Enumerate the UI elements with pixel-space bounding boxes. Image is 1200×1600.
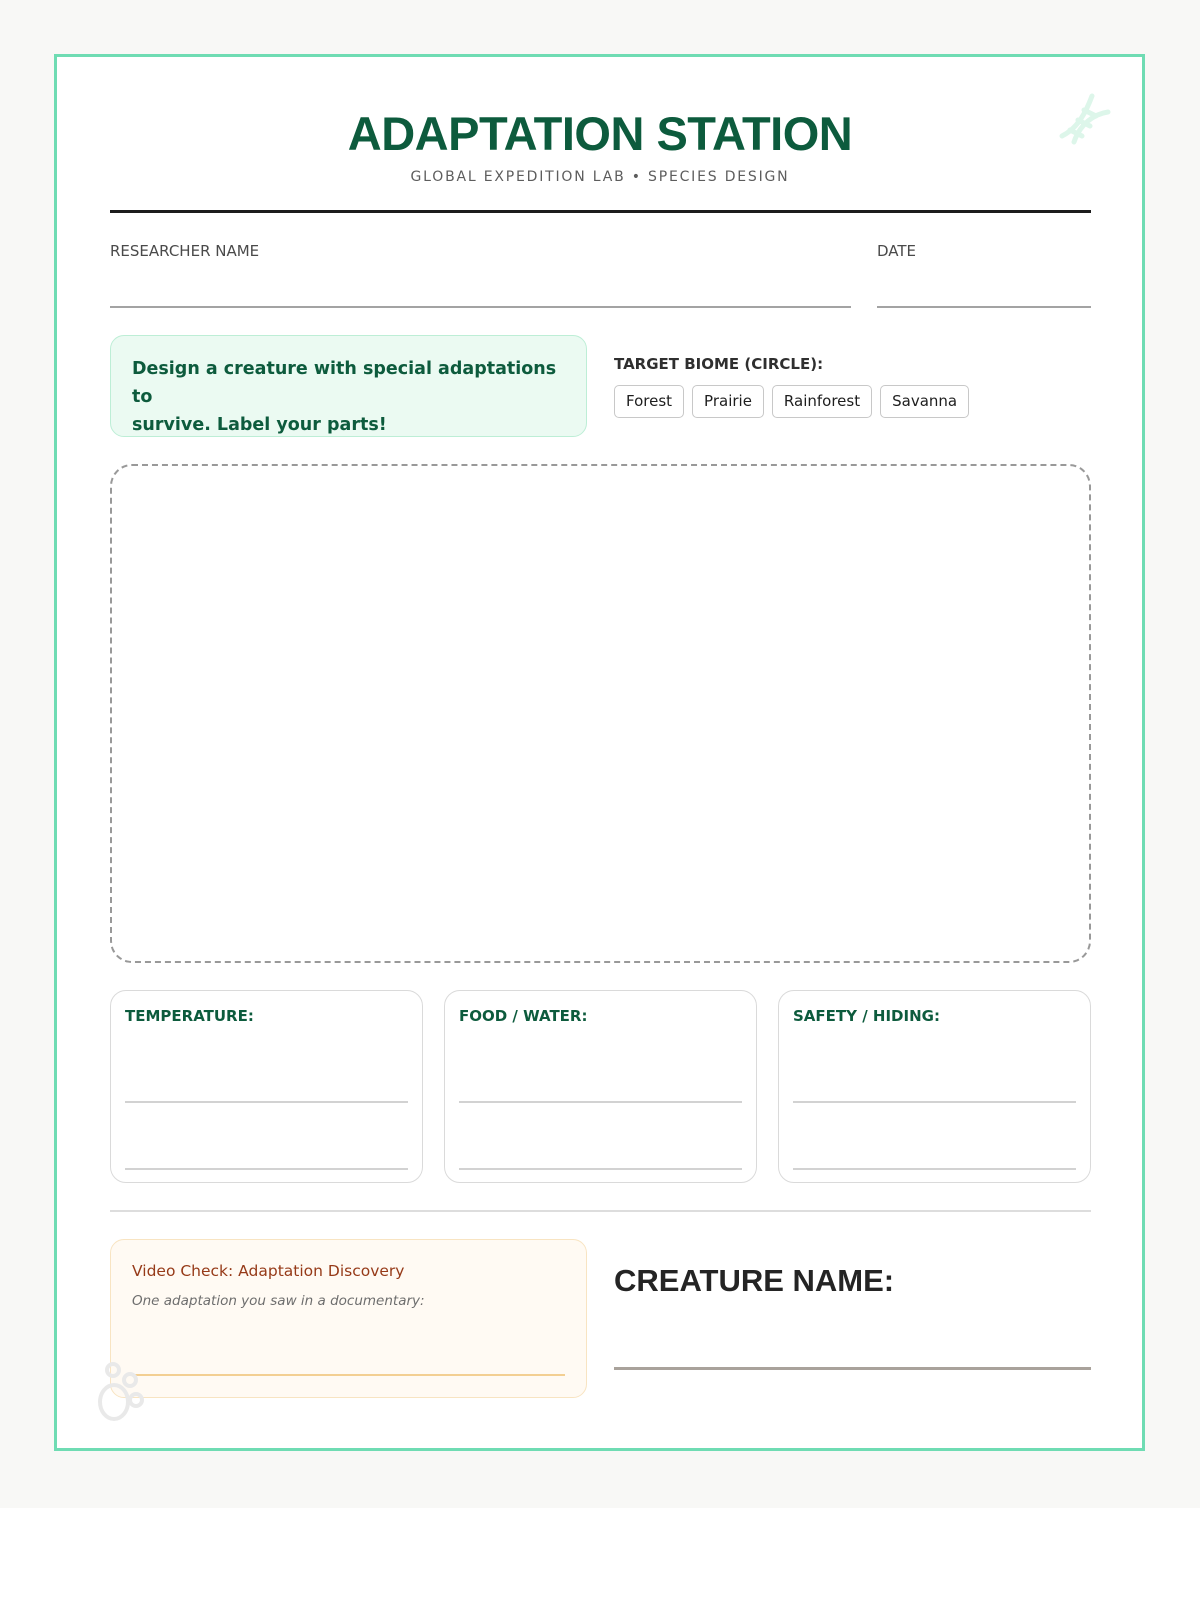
biome-option-savanna[interactable]: Savanna <box>880 385 969 418</box>
creature-drawing-area[interactable] <box>110 464 1091 963</box>
video-check-prompt: One adaptation you saw in a documentary: <box>132 1293 425 1309</box>
target-biome-label: TARGET BIOME (CIRCLE): <box>614 355 824 373</box>
researcher-name-label: RESEARCHER NAME <box>110 242 260 260</box>
safety-hiding-card <box>778 990 1091 1183</box>
creature-name-label: CREATURE NAME: <box>614 1263 895 1298</box>
biome-options <box>614 385 969 418</box>
food-water-line-1[interactable] <box>459 1101 742 1103</box>
food-water-card <box>444 990 757 1183</box>
instruction-line-1: Design a creature with special adaptations to <box>132 359 557 407</box>
temperature-card <box>110 990 423 1183</box>
section-divider <box>110 1210 1091 1212</box>
safety-hiding-label: SAFETY / HIDING: <box>793 1007 940 1025</box>
temperature-line-2[interactable] <box>125 1168 408 1170</box>
video-check-title: Video Check: Adaptation Discovery <box>132 1262 405 1280</box>
safety-hiding-line-2[interactable] <box>793 1168 1076 1170</box>
food-water-label: FOOD / WATER: <box>459 1007 588 1025</box>
biome-option-prairie[interactable]: Prairie <box>692 385 764 418</box>
researcher-name-field[interactable] <box>110 306 851 308</box>
title-divider <box>110 210 1091 213</box>
instruction-box <box>110 335 587 437</box>
date-label: DATE <box>877 242 917 260</box>
instruction-line-2: survive. Label your parts! <box>132 415 387 435</box>
paw-print-icon <box>82 1358 154 1424</box>
food-water-line-2[interactable] <box>459 1168 742 1170</box>
safety-hiding-line-1[interactable] <box>793 1101 1076 1103</box>
temperature-line-1[interactable] <box>125 1101 408 1103</box>
creature-name-field[interactable] <box>614 1367 1091 1370</box>
page-title: ADAPTATION STATION <box>347 107 853 160</box>
video-check-answer-line[interactable] <box>132 1374 565 1376</box>
date-field[interactable] <box>877 306 1091 308</box>
video-check-box <box>110 1239 587 1398</box>
biome-option-forest[interactable]: Forest <box>614 385 684 418</box>
temperature-label: TEMPERATURE: <box>125 1007 254 1025</box>
biome-option-rainforest[interactable]: Rainforest <box>772 385 872 418</box>
page-subtitle: GLOBAL EXPEDITION LAB • SPECIES DESIGN <box>410 169 790 185</box>
